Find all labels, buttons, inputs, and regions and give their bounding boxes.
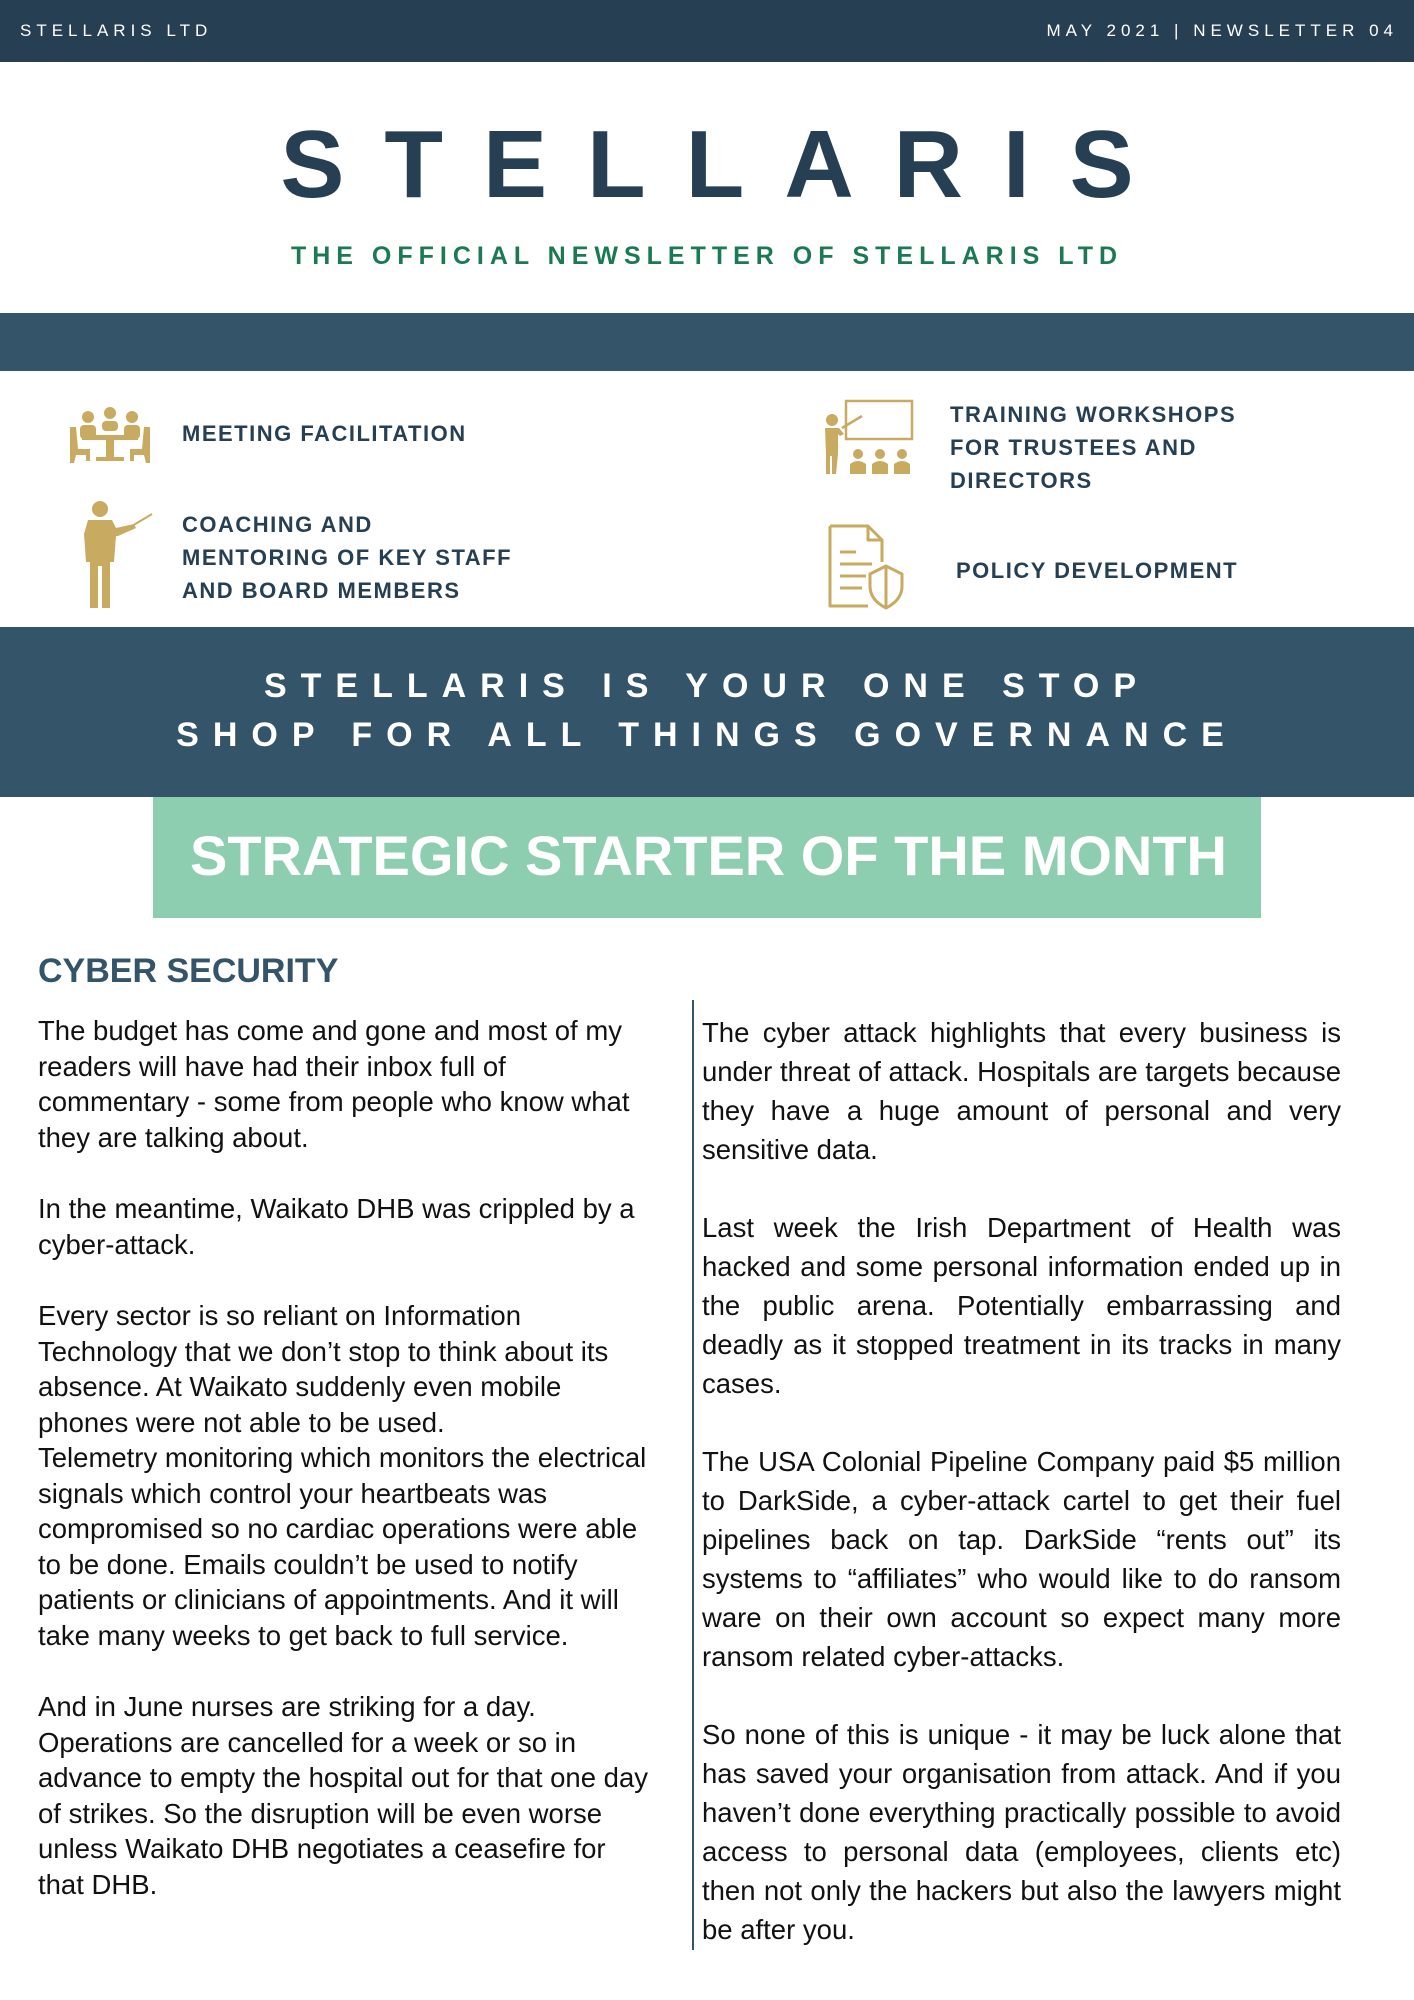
article-paragraph: Last week the Irish Department of Health was hacked and some personal information ended up in the public arena. Potentially embarrassing and deadly as it stopped treatment in its tracks in many cases. [702,1212,1341,1399]
article-paragraph: Every sector is so reliant on Information Technology that we don’t stop to think about its absence. At Waikato suddenly even mobile phones were not able to be used. [38,1300,609,1438]
article-paragraph: In the meantime, Waikato DHB was crippled by a cyber-attack. [38,1193,635,1260]
service-line: AND BOARD MEMBERS [182,578,461,603]
service-line: FOR TRUSTEES AND [950,435,1197,460]
header-band [0,313,1414,371]
issue-label: MAY 2021 | NEWSLETTER 04 [1046,21,1398,40]
article-paragraph: And in June nurses are striking for a day. Operations are cancelled for a week or so in advance to empty the hospital out for that one day of strikes. So the disruption will be even worse unless Waikato DHB negotiates a ceasefire for that DHB. [38,1691,648,1900]
presentation-board-icon [820,398,916,478]
tagline-band [0,627,1414,797]
article-column-right [702,1013,1341,1988]
company-name: STELLARIS LTD [20,21,213,40]
service-line: TRAINING WORKSHOPS [950,402,1237,427]
service-training [950,398,1236,497]
feature-banner-title: STRATEGIC STARTER OF THE MONTH [190,824,1227,887]
article-paragraph: The budget has come and gone and most of my readers will have had their inbox full of commentary - some from people who know what they are talking about. [38,1015,630,1153]
masthead-title: STELLARIS [280,111,1174,218]
column-divider [692,1000,694,1950]
tagline-line-2: SHOP FOR ALL THINGS GOVERNANCE [176,716,1238,754]
article-paragraph: The USA Colonial Pipeline Company paid $5 million to DarkSide, a cyber-attack cartel to get their fuel pipelines back on tap. DarkSide “rents out” its systems to “affiliates” who would like to do ransom ware on their own account so expect many more ransom related cyber-attacks. [702,1446,1341,1672]
document-shield-icon [826,522,908,612]
presenter-person-icon [76,500,156,612]
service-line: COACHING AND [182,512,373,537]
service-policy [956,554,1238,587]
service-coaching [182,508,512,607]
top-bar [0,0,1414,62]
service-line: DIRECTORS [950,468,1093,493]
section-title: CYBER SECURITY [38,952,339,990]
article-paragraph: Telemetry monitoring which monitors the electrical signals which control your heartbeats was compromised so no cardiac operations were able to be done. Emails couldn’t be used to notify patients or clinicians of appointments. And it will take many weeks to get back to full service. [38,1442,647,1651]
service-line: MENTORING OF KEY STAFF [182,545,513,570]
article-paragraph: The cyber attack highlights that every business is under threat of attack. Hospitals are targets because they have a huge amount of personal and very sensitive data. [702,1017,1341,1165]
article-column-left [38,1013,653,1938]
service-meeting [182,417,467,450]
masthead-subtitle: THE OFFICIAL NEWSLETTER OF STELLARIS LTD [290,242,1124,270]
service-line: POLICY DEVELOPMENT [956,558,1239,583]
feature-banner [153,797,1261,918]
meeting-table-icon [66,405,154,469]
article-paragraph: So none of this is unique - it may be luck alone that has saved your organisation from attack. And if you haven’t done everything practically possible to avoid access to personal data (employees, clients etc) then not only the hackers but also the lawyers might be after you. [702,1719,1341,1945]
tagline-line-1: STELLARIS IS YOUR ONE STOP [263,667,1151,705]
service-line: MEETING FACILITATION [182,421,467,446]
